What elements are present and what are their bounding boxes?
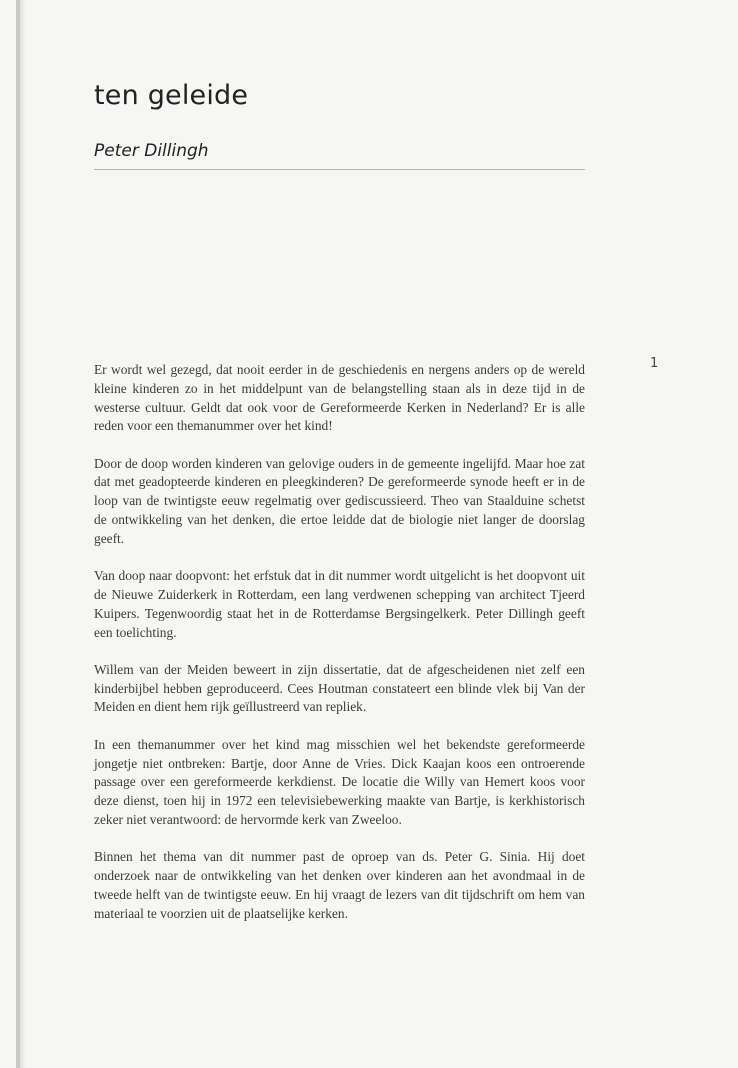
paragraph-1: Er wordt wel gezegd, dat nooit eerder in de geschiedenis en nergens anders op de wereld kleine kinderen zo in het middelpunt van de belangstelling staan als in deze tijd in de westerse cultuur. Geldt dat ook voor de Gereformeerde Kerken in Nederland? Er is alle reden voor een themanummer over het kind!	[94, 362, 585, 434]
article-body	[94, 361, 585, 942]
page-number: 1	[650, 356, 659, 371]
paragraph-2: Door de doop worden kinderen van gelovige ouders in de gemeente ingelijfd. Maar hoe zat dat met geadopteerde kinderen en pleegkinderen? De gereformeerde synode heeft er in de loop van de twintigste eeuw regelmatig over gediscussieerd. Theo van Staalduine schetst de ontwikkeling van het denken, die ertoe leidde dat de biologie niet langer de doorslag geeft.	[94, 455, 585, 546]
article-title: ten geleide	[94, 80, 249, 111]
paragraph-3: Van doop naar doopvont: het erfstuk dat in dit nummer wordt uitgelicht is het doopvont uit de Nieuwe Zuiderkerk in Rotterdam, een lang verdwenen schepping van architect Tjeerd Kuipers. Tegenwoordig staat het in de Rotterdamse Bergsingelkerk. Peter Dillingh geeft een toelichting.	[94, 568, 585, 640]
title-divider	[94, 169, 585, 170]
paragraph-4: Willem van der Meiden beweert in zijn dissertatie, dat de afgescheidenen niet zelf een kinderbijbel hebben geproduceerd. Cees Houtman constateert een blinde vlek bij Van der Meiden en dient hem rijk geïllustreerd van repliek.	[94, 661, 585, 715]
paragraph-5: In een themanummer over het kind mag misschien wel het bekendste gereformeerde jongetje niet ontbreken: Bartje, door Anne de Vries. Dick Kaajan koos een ontroerende passage over een gereformeerde kerkdienst. De locatie die Willy van Hemert koos voor deze dienst, toen hij in 1972 een televisiebewerking maakte van Bartje, is kerkhistorisch zeker niet verantwoord: de hervormde kerk van Zweeloo.	[94, 736, 585, 827]
paragraph-6: Binnen het thema van dit nummer past de oproep van ds. Peter G. Sinia. Hij doet onderzoek naar de ontwikkeling van het denken over kinderen aan het avondmaal in de tweede helft van de twintigste eeuw. En hij vraagt de lezers van dit tijdschrift om hem van materiaal te voorzien uit de plaatselijke kerken.	[94, 849, 585, 921]
page-binding-shadow	[20, 0, 26, 1068]
article-author: Peter Dillingh	[94, 141, 209, 161]
